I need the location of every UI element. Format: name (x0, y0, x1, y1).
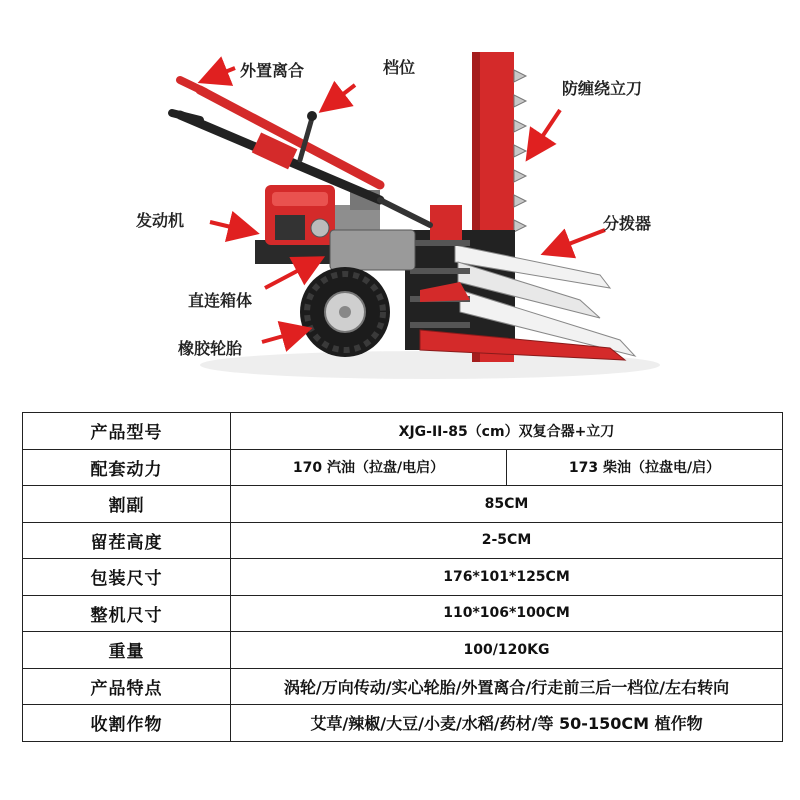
table-row (23, 668, 783, 705)
spec-value: XJG-II-85（cm）双复合器+立刀 (231, 413, 783, 450)
spec-label: 产品型号 (23, 413, 231, 450)
spec-label: 收割作物 (23, 705, 231, 742)
callout-divider: 分拨器 (603, 214, 652, 233)
spec-value: 176*101*125CM (231, 559, 783, 596)
table-row (23, 522, 783, 559)
table-row (23, 559, 783, 596)
spec-label: 割副 (23, 486, 231, 523)
callout-gear: 档位 (383, 58, 416, 77)
table-row (23, 595, 783, 632)
spec-label: 产品特点 (23, 668, 231, 705)
spec-label: 重量 (23, 632, 231, 669)
spec-label: 留茬高度 (23, 522, 231, 559)
spec-table (22, 412, 783, 742)
callout-tire: 橡胶轮胎 (178, 339, 243, 358)
spec-label: 配套动力 (23, 449, 231, 486)
table-row (23, 413, 783, 450)
callout-gearbox: 直连箱体 (188, 291, 253, 310)
table-row (23, 486, 783, 523)
table-row (23, 632, 783, 669)
callout-engine: 发动机 (136, 211, 185, 230)
gearbox-housing (330, 230, 415, 270)
spec-value-left: 170 汽油（拉盘/电启） (231, 449, 507, 486)
spec-value: 110*106*100CM (231, 595, 783, 632)
table-row (23, 705, 783, 742)
callout-external-clutch: 外置离合 (240, 61, 305, 80)
spec-value: 100/120KG (231, 632, 783, 669)
spec-label: 包装尺寸 (23, 559, 231, 596)
spec-label: 整机尺寸 (23, 595, 231, 632)
spec-value: 2-5CM (231, 522, 783, 559)
callout-anti-wrap-blade: 防缠绕立刀 (562, 79, 643, 98)
spec-value: 涡轮/万向传动/实心轮胎/外置离合/行走前三后一档位/左右转向 (231, 668, 783, 705)
spec-value: 艾草/辣椒/大豆/小麦/水稻/药材/等 50-150CM 植作物 (231, 705, 783, 742)
rubber-tire (300, 267, 390, 357)
spec-value: 85CM (231, 486, 783, 523)
spec-value-right: 173 柴油（拉盘电/启） (507, 449, 783, 486)
table-row (23, 449, 783, 486)
